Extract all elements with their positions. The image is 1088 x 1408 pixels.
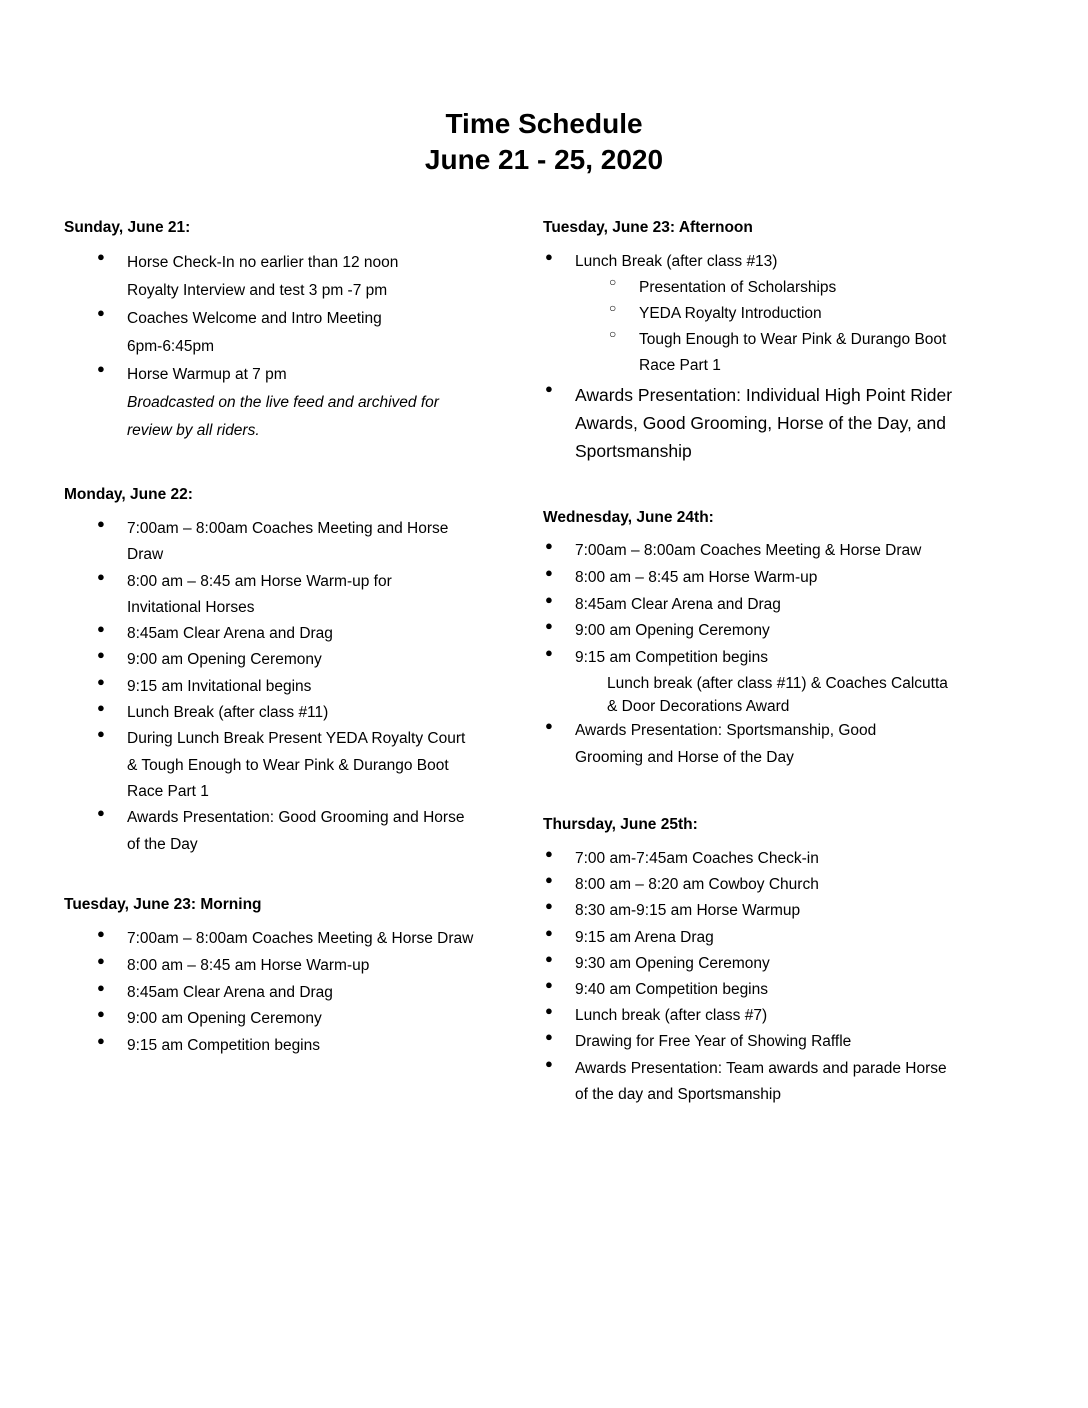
bullet-icon: ● — [97, 516, 105, 531]
item-indented-text: Lunch break (after class #11) & Coaches Calcutta — [607, 674, 948, 692]
bullet-icon: ● — [97, 1033, 105, 1049]
list-item — [64, 980, 473, 1007]
list-item — [543, 538, 948, 565]
bullet-icon: ● — [545, 618, 553, 634]
item-text: 8:45am Clear Arena and Drag — [575, 595, 781, 613]
item-text: Horse Warmup at 7 pm — [127, 366, 287, 383]
bullet-icon: ● — [97, 952, 105, 968]
item-text: Sportsmanship — [575, 441, 692, 461]
item-text: 8:00 am – 8:45 am Horse Warm-up — [127, 956, 370, 974]
list-item — [64, 700, 465, 726]
sub-item-text: Tough Enough to Wear Pink & Durango Boot — [639, 331, 947, 348]
bullet-icon: ● — [97, 700, 105, 716]
item-text: & Tough Enough to Wear Pink & Durango Boot — [127, 756, 449, 774]
bullet-icon: ● — [545, 1003, 553, 1019]
item-text: 9:00 am Opening Ceremony — [575, 622, 770, 640]
item-text: Awards Presentation: Individual High Point Rider — [575, 385, 953, 405]
bullet-icon: ● — [97, 726, 105, 742]
item-text: 9:15 am Arena Drag — [575, 928, 714, 946]
list-item — [543, 846, 947, 872]
bullet-icon: ● — [97, 361, 105, 376]
list-item — [64, 305, 439, 361]
item-text: 8:45am Clear Arena and Drag — [127, 983, 333, 1001]
item-text: 8:30 am-9:15 am Horse Warmup — [575, 902, 801, 920]
item-text: Awards Presentation: Sportsmanship, Good — [575, 721, 877, 739]
item-text: Draw — [127, 546, 164, 564]
document-date-range: June 21 - 25, 2020 — [424, 144, 664, 175]
sub-list-item — [543, 301, 952, 327]
bullet-icon: ● — [97, 673, 105, 689]
item-note: Broadcasted on the live feed and archived for — [127, 394, 439, 411]
bullet-icon: ● — [545, 1055, 553, 1071]
bullet-icon: ● — [97, 647, 105, 663]
list-item — [543, 925, 947, 951]
item-indented-text: & Door Decorations Award — [607, 697, 790, 715]
bullet-icon: ● — [545, 924, 553, 940]
section-heading: Thursday, June 25th: — [543, 816, 698, 833]
item-text: Horse Check-In no earlier than 12 noon — [127, 254, 399, 271]
circle-bullet-icon: ○ — [609, 327, 617, 341]
bullet-icon: ● — [97, 926, 105, 941]
item-text: 7:00am – 8:00am Coaches Meeting & Horse Draw — [575, 542, 922, 559]
list-item — [543, 898, 947, 924]
list-item — [543, 381, 952, 465]
item-text: Drawing for Free Year of Showing Raffle — [575, 1033, 852, 1051]
item-text: 9:00 am Opening Ceremony — [127, 651, 322, 669]
section-heading: Monday, June 22: — [64, 486, 193, 503]
schedule-section — [543, 815, 947, 1108]
list-item — [64, 647, 465, 673]
bullet-icon: ● — [97, 621, 105, 637]
list-item — [64, 726, 465, 805]
list-item — [64, 516, 465, 569]
schedule-section — [64, 485, 465, 858]
schedule-section — [64, 895, 473, 1060]
item-text: 7:00am – 8:00am Coaches Meeting & Horse Draw — [127, 930, 474, 947]
list-item — [543, 977, 947, 1003]
schedule-section — [543, 218, 952, 465]
item-note: review by all riders. — [127, 422, 260, 439]
item-text: Awards, Good Grooming, Horse of the Day, and — [575, 413, 946, 433]
item-text: 8:00 am – 8:45 am Horse Warm-up — [575, 568, 818, 586]
item-text: of the Day — [127, 835, 198, 853]
item-text: Invitational Horses — [127, 598, 255, 616]
bullet-icon: ● — [545, 872, 553, 888]
item-text: Awards Presentation: Team awards and parade Horse — [575, 1059, 947, 1077]
list-item — [543, 618, 948, 645]
list-item — [543, 718, 948, 772]
item-text: 8:00 am – 8:45 am Horse Warm-up for — [127, 572, 392, 590]
document-title: Time Schedule — [445, 108, 643, 139]
item-text: 9:15 am Invitational begins — [127, 677, 312, 695]
list-item — [64, 674, 465, 700]
section-heading: Tuesday, June 23: Afternoon — [543, 219, 753, 236]
list-item — [543, 1003, 947, 1029]
list-item — [543, 872, 947, 898]
bullet-icon: ● — [545, 381, 553, 396]
bullet-icon: ● — [97, 979, 105, 995]
bullet-icon: ● — [545, 977, 553, 993]
list-item — [64, 805, 465, 858]
list-item — [543, 249, 952, 379]
section-heading: Wednesday, June 24th: — [543, 509, 714, 526]
bullet-icon: ● — [545, 1029, 553, 1045]
list-item — [543, 565, 948, 592]
bullet-icon: ● — [97, 249, 105, 264]
bullet-icon: ● — [545, 717, 553, 733]
list-item — [64, 249, 439, 305]
list-item — [543, 951, 947, 977]
item-text: 8:45am Clear Arena and Drag — [127, 625, 333, 643]
item-text: 9:00 am Opening Ceremony — [127, 1010, 322, 1028]
sub-item-text: Presentation of Scholarships — [639, 279, 837, 296]
item-text: 7:00am – 8:00am Coaches Meeting and Horse — [127, 520, 449, 537]
list-item — [64, 621, 465, 647]
section-heading: Sunday, June 21: — [64, 219, 191, 236]
bullet-icon: ● — [97, 805, 105, 821]
item-text: Coaches Welcome and Intro Meeting — [127, 310, 382, 327]
list-item — [543, 645, 948, 718]
item-text: Awards Presentation: Good Grooming and Horse — [127, 809, 465, 827]
item-text: Grooming and Horse of the Day — [575, 748, 794, 766]
list-item — [64, 569, 465, 622]
item-text: 8:00 am – 8:20 am Cowboy Church — [575, 876, 819, 894]
list-item — [64, 953, 473, 980]
circle-bullet-icon: ○ — [609, 301, 617, 315]
sub-list-item — [543, 327, 952, 379]
bullet-icon: ● — [545, 898, 553, 914]
sub-item-text: YEDA Royalty Introduction — [639, 305, 822, 322]
bullet-icon: ● — [545, 538, 553, 553]
schedule-section — [543, 508, 948, 772]
item-text: 9:40 am Competition begins — [575, 981, 769, 999]
bullet-icon: ● — [545, 564, 553, 580]
list-item — [543, 592, 948, 619]
item-text: 9:30 am Opening Ceremony — [575, 954, 770, 972]
item-text: Lunch Break (after class #11) — [127, 704, 329, 722]
bullet-icon: ● — [545, 249, 553, 264]
bullet-icon: ● — [97, 568, 105, 584]
sub-list-item — [543, 275, 952, 301]
bullet-icon: ● — [97, 1006, 105, 1022]
item-text: During Lunch Break Present YEDA Royalty Court — [127, 730, 466, 748]
bullet-icon: ● — [97, 305, 105, 320]
schedule-section — [64, 218, 439, 445]
item-text: 9:15 am Competition begins — [575, 649, 769, 667]
section-heading: Tuesday, June 23: Morning — [64, 896, 262, 913]
list-item — [64, 361, 439, 445]
list-item — [543, 1056, 947, 1108]
list-item — [64, 1006, 473, 1033]
bullet-icon: ● — [545, 846, 553, 861]
bullet-icon: ● — [545, 950, 553, 966]
item-text: Lunch break (after class #7) — [575, 1007, 768, 1025]
item-text: 7:00 am-7:45am Coaches Check-in — [575, 850, 819, 867]
list-item — [64, 1033, 473, 1060]
item-text: Lunch Break (after class #13) — [575, 253, 778, 270]
list-item — [543, 1029, 947, 1055]
list-item — [64, 926, 473, 953]
item-text: 9:15 am Competition begins — [127, 1037, 321, 1055]
item-text: Royalty Interview and test 3 pm -7 pm — [127, 282, 388, 299]
sub-item-text: Race Part 1 — [639, 357, 721, 374]
item-text: of the day and Sportsmanship — [575, 1085, 781, 1103]
bullet-icon: ● — [545, 591, 553, 607]
bullet-icon: ● — [545, 645, 553, 661]
circle-bullet-icon: ○ — [609, 275, 617, 289]
item-text: Race Part 1 — [127, 782, 209, 800]
item-text: 6pm-6:45pm — [127, 338, 215, 355]
